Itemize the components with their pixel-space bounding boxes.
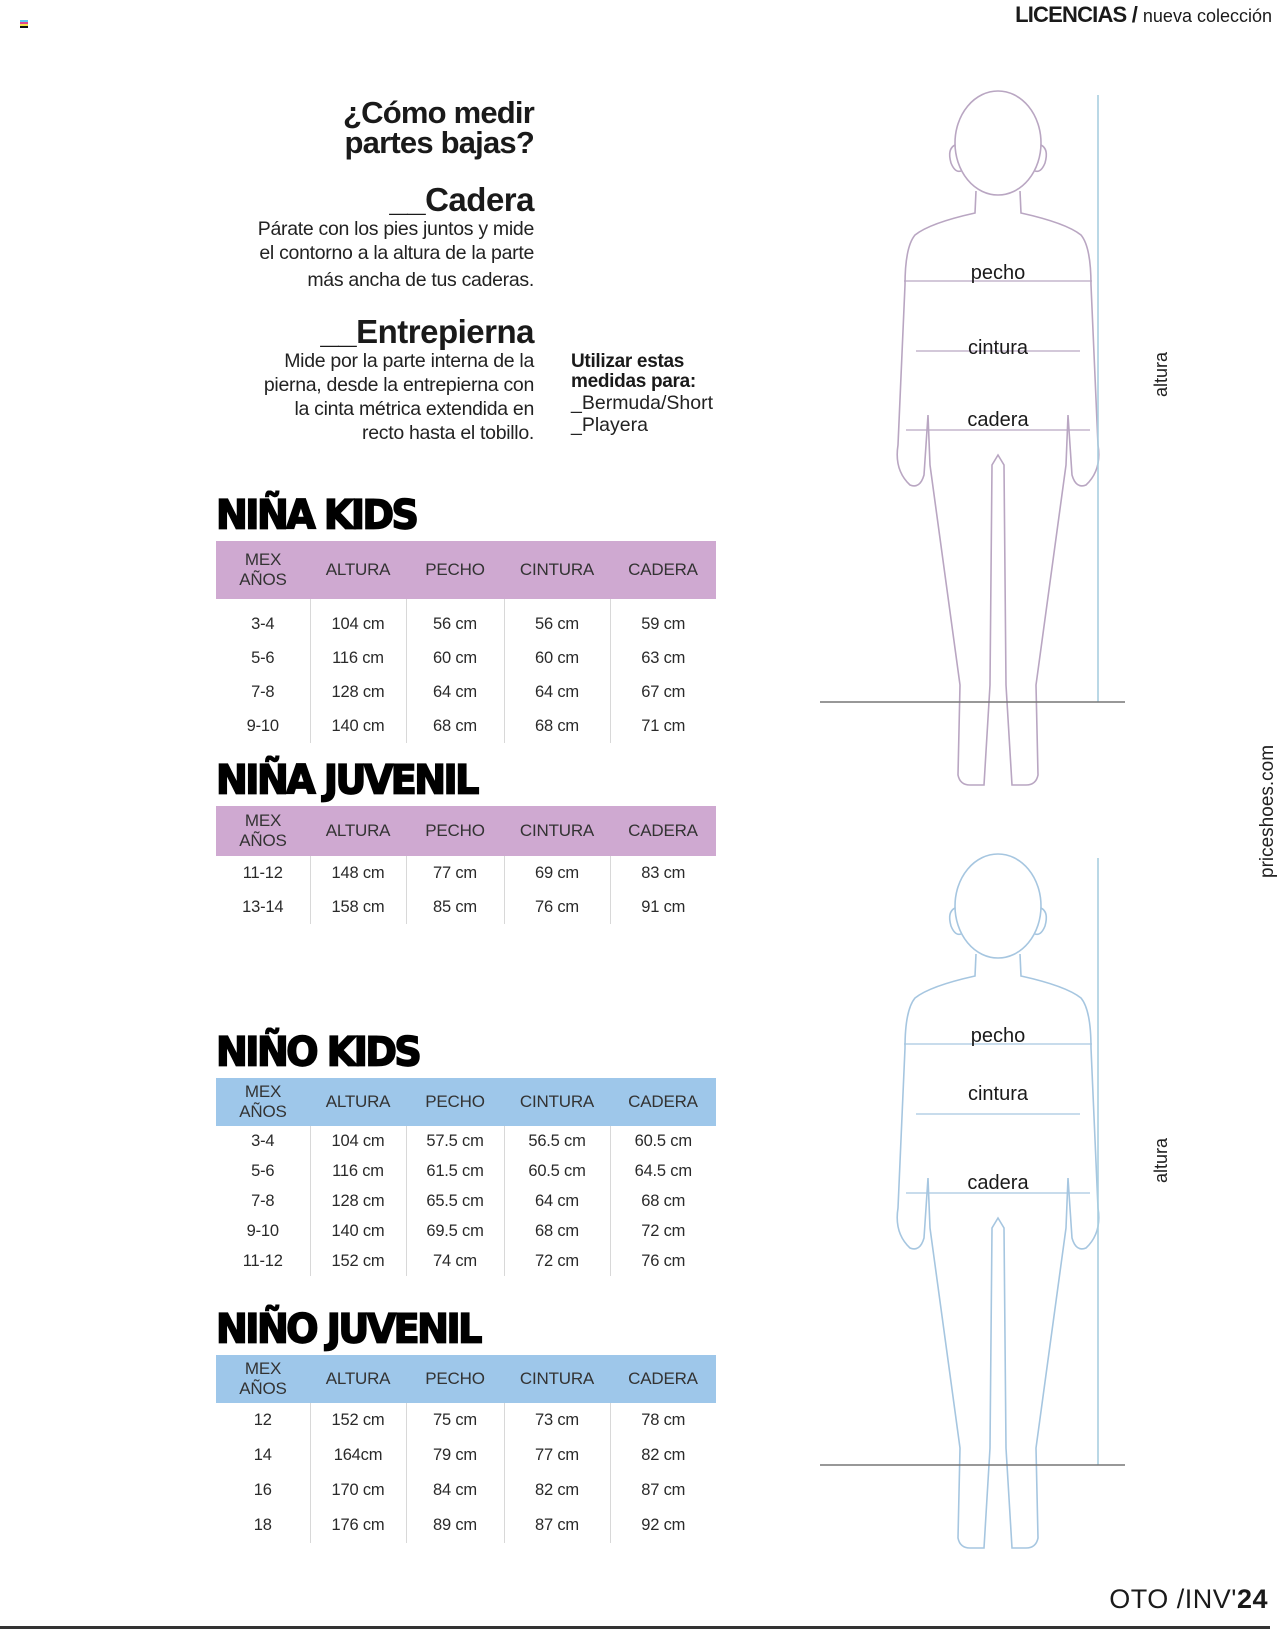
column-header: CINTURA	[504, 541, 610, 599]
instruction-line: la cinta métrica extendida en	[294, 398, 534, 420]
instruction-line: más ancha de tus caderas.	[307, 269, 534, 291]
table-cell: 87 cm	[504, 1508, 610, 1543]
table-cell: 75 cm	[406, 1403, 504, 1438]
table-cell: 9-10	[246, 716, 279, 735]
column-header: MEX AÑOS	[216, 1078, 310, 1126]
table-header-row	[216, 806, 716, 856]
size-table-nino-juvenil	[216, 1355, 716, 1543]
table-row	[216, 599, 716, 641]
entrepierna-instructions	[194, 349, 534, 445]
size-table-nina-kids	[216, 541, 716, 743]
table-cell: 152 cm	[310, 1403, 406, 1438]
table-cell: 14	[253, 1446, 272, 1464]
column-header: ALTURA	[310, 806, 406, 856]
table-header-row	[216, 1078, 716, 1126]
table-cell: 69 cm	[504, 856, 610, 890]
table-cell: 68 cm	[610, 1186, 716, 1216]
table-header-row	[216, 541, 716, 599]
table-cell: 64.5 cm	[610, 1156, 716, 1186]
table-cell: 116 cm	[310, 1156, 406, 1186]
table-cell: 73 cm	[504, 1403, 610, 1438]
column-header: PECHO	[406, 1355, 504, 1403]
guide-title-line: ¿Cómo medir	[343, 95, 534, 130]
table-cell: 69.5 cm	[406, 1216, 504, 1246]
table-cell: 68 cm	[406, 709, 504, 743]
cadera-label: cadera	[967, 409, 1029, 431]
table-cell: 59 cm	[610, 599, 716, 641]
use-for-item: _Playera	[571, 414, 648, 436]
table-cell: 3-4	[251, 1131, 275, 1150]
table-cell: 64 cm	[406, 675, 504, 709]
table-cell: 57.5 cm	[406, 1126, 504, 1156]
table-cell: 60 cm	[504, 641, 610, 675]
color-registration-mark	[20, 20, 28, 28]
table-cell: 104 cm	[310, 1126, 406, 1156]
table-cell: 87 cm	[610, 1473, 716, 1508]
guide-title	[280, 95, 534, 160]
table-cell: 61.5 cm	[406, 1156, 504, 1186]
use-for-note	[571, 352, 761, 436]
table-cell: 12	[253, 1411, 272, 1429]
table-row	[216, 1126, 716, 1156]
column-header: ALTURA	[310, 1078, 406, 1126]
table-cell: 148 cm	[310, 856, 406, 890]
table-cell: 77 cm	[504, 1438, 610, 1473]
use-for-item: _Bermuda/Short	[571, 392, 713, 414]
size-table-nino-kids	[216, 1078, 716, 1276]
table-cell: 89 cm	[406, 1508, 504, 1543]
table-row	[216, 1186, 716, 1216]
table-header-row	[216, 1355, 716, 1403]
table-cell: 92 cm	[610, 1508, 716, 1543]
table-cell: 176 cm	[310, 1508, 406, 1543]
body-figure-boy	[820, 848, 1180, 1568]
table-cell: 164cm	[310, 1438, 406, 1473]
table-cell: 67 cm	[610, 675, 716, 709]
table-cell: 56 cm	[406, 599, 504, 641]
table-cell: 56 cm	[504, 599, 610, 641]
column-header: ALTURA	[310, 541, 406, 599]
table-cell: 68 cm	[504, 1216, 610, 1246]
table-row	[216, 675, 716, 709]
column-header: CINTURA	[504, 1355, 610, 1403]
head-outline	[955, 91, 1041, 195]
column-header: PECHO	[406, 541, 504, 599]
season-year: 24	[1236, 1584, 1268, 1614]
table-row	[216, 1403, 716, 1438]
table-cell: 60 cm	[406, 641, 504, 675]
use-for-title: medidas para:	[571, 371, 696, 392]
column-header: CADERA	[610, 1078, 716, 1126]
table-cell: 64 cm	[504, 1186, 610, 1216]
table-cell: 16	[253, 1481, 272, 1499]
table-cell: 64 cm	[504, 675, 610, 709]
table-cell: 63 cm	[610, 641, 716, 675]
table-cell: 76 cm	[504, 890, 610, 924]
table-row	[216, 1438, 716, 1473]
table-row	[216, 1508, 716, 1543]
table-cell: 3-4	[251, 614, 275, 633]
season-text: OTO /INV'	[1109, 1584, 1237, 1614]
table-cell: 84 cm	[406, 1473, 504, 1508]
table-cell: 11-12	[242, 863, 283, 882]
table-row	[216, 1156, 716, 1186]
column-header: CADERA	[610, 806, 716, 856]
table-cell: 152 cm	[310, 1246, 406, 1276]
instruction-line: Párate con los pies juntos y mide	[257, 218, 534, 240]
instruction-line: recto hasta el tobillo.	[362, 422, 534, 444]
table-cell: 18	[253, 1516, 272, 1534]
table-cell: 82 cm	[610, 1438, 716, 1473]
body-outline-illustration	[820, 85, 1180, 805]
altura-label: altura	[1151, 1137, 1171, 1183]
instruction-line: pierna, desde la entrepierna con	[263, 374, 534, 396]
column-header: MEX AÑOS	[216, 541, 310, 599]
table-cell: 128 cm	[310, 675, 406, 709]
table-cell: 60.5 cm	[504, 1156, 610, 1186]
cintura-label: cintura	[967, 1083, 1029, 1105]
guide-title-line: partes bajas?	[344, 125, 534, 160]
size-table-nina-juvenil	[216, 806, 716, 924]
column-header: PECHO	[406, 1078, 504, 1126]
table-row	[216, 709, 716, 743]
table-cell: 60.5 cm	[610, 1126, 716, 1156]
table-cell: 77 cm	[406, 856, 504, 890]
pecho-label: pecho	[970, 262, 1026, 284]
altura-label: altura	[1151, 351, 1171, 397]
entrepierna-heading: __Entrepierna	[320, 313, 534, 350]
brand-header	[1015, 2, 1272, 28]
table-cell: 83 cm	[610, 856, 716, 890]
table-cell: 104 cm	[310, 599, 406, 641]
column-header: CINTURA	[504, 1078, 610, 1126]
table-cell: 11-12	[242, 1251, 283, 1270]
body-outline-illustration	[820, 848, 1180, 1568]
cadera-instructions	[194, 217, 534, 292]
cadera-heading: __Cadera	[389, 181, 534, 218]
table-row	[216, 890, 716, 924]
column-header: PECHO	[406, 806, 504, 856]
column-header: ALTURA	[310, 1355, 406, 1403]
table-cell: 72 cm	[610, 1216, 716, 1246]
table-row	[216, 1246, 716, 1276]
table-cell: 79 cm	[406, 1438, 504, 1473]
website-label: priceshoes.com	[1257, 744, 1278, 878]
table-title-nino-juvenil: NIÑO JUVENIL	[216, 1305, 480, 1353]
table-cell: 65.5 cm	[406, 1186, 504, 1216]
column-header: CADERA	[610, 541, 716, 599]
cadera-label: cadera	[967, 1172, 1029, 1194]
table-cell: 78 cm	[610, 1403, 716, 1438]
table-row	[216, 641, 716, 675]
pecho-label: pecho	[970, 1025, 1026, 1047]
instruction-line: Mide por la parte interna de la	[284, 350, 534, 372]
table-cell: 91 cm	[610, 890, 716, 924]
cintura-label: cintura	[967, 337, 1029, 359]
table-cell: 128 cm	[310, 1186, 406, 1216]
table-row	[216, 1216, 716, 1246]
table-cell: 68 cm	[504, 709, 610, 743]
table-title-nina-juvenil: NIÑA JUVENIL	[216, 756, 477, 804]
brand-title: LICENCIAS /	[1015, 2, 1138, 27]
table-cell: 85 cm	[406, 890, 504, 924]
table-cell: 82 cm	[504, 1473, 610, 1508]
table-cell: 56.5 cm	[504, 1126, 610, 1156]
table-cell: 140 cm	[310, 1216, 406, 1246]
use-for-title: Utilizar estas	[571, 351, 685, 372]
table-cell: 7-8	[251, 682, 275, 701]
table-cell: 74 cm	[406, 1246, 504, 1276]
season-label	[1109, 1584, 1268, 1615]
table-cell: 116 cm	[310, 641, 406, 675]
column-header: MEX AÑOS	[216, 806, 310, 856]
table-cell: 9-10	[246, 1221, 279, 1240]
column-header: CADERA	[610, 1355, 716, 1403]
table-cell: 140 cm	[310, 709, 406, 743]
table-cell: 13-14	[242, 897, 284, 916]
brand-subtitle: nueva colección	[1142, 6, 1272, 26]
head-outline	[955, 854, 1041, 958]
table-cell: 5-6	[251, 1161, 275, 1180]
table-cell: 76 cm	[610, 1246, 716, 1276]
body-figure-girl	[820, 85, 1180, 805]
table-row	[216, 1473, 716, 1508]
table-cell: 71 cm	[610, 709, 716, 743]
table-cell: 5-6	[251, 648, 275, 667]
column-header: CINTURA	[504, 806, 610, 856]
table-cell: 7-8	[251, 1191, 275, 1210]
footer-divider	[0, 1626, 1270, 1629]
table-title-nino-kids: NIÑO KIDS	[216, 1028, 420, 1076]
table-row	[216, 856, 716, 890]
column-header: MEX AÑOS	[216, 1355, 310, 1403]
table-cell: 158 cm	[310, 890, 406, 924]
instruction-line: el contorno a la altura de la parte	[259, 242, 534, 264]
table-cell: 170 cm	[310, 1473, 406, 1508]
table-cell: 72 cm	[504, 1246, 610, 1276]
table-title-nina-kids: NIÑA KIDS	[216, 491, 417, 539]
